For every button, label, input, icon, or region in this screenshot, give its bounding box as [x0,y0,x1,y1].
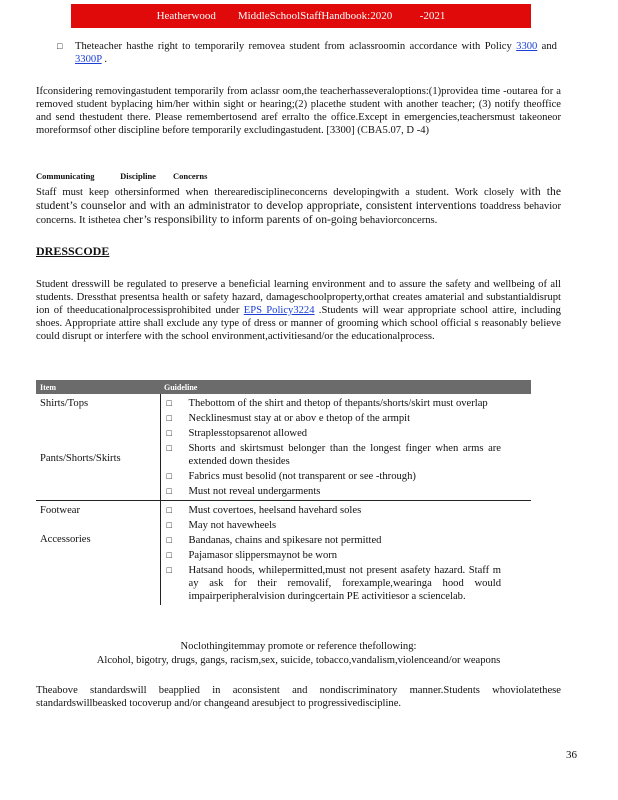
prohibited-references-intro: Noclothingitemmay promote or reference thefollowing: [180,641,417,652]
list-item: □ Bandanas, chains and spikesare not permitted [166,535,382,546]
page-number: 36 [566,749,577,761]
column-header-guideline: Guideline [160,380,531,394]
bullet-box-icon: □ [166,550,172,560]
removal-options-paragraph: Ifconsidering removingastudent temporarily from aclassr oom,the teacherhasseveraloptions:(1)providea time -outarea for a removed student byplacing him/her within sight or hearing;(2) placethe student with another teacher; (3) notify theoffice and send thestudent there. Please remembertosend aref erralto the office.Except in emergencies,teachersmust takeoneor moreformsof other discipline before temporarily excludingastudent. [3300] (CBA5.07, D -4) [36,86,561,136]
list-item: □ Shorts and skirtsmust belonger than the longest finger when arms are extended down thesides [166,443,501,467]
table-row [36,501,531,606]
removal-policy-text: Theteacher hasthe right to temporarily removea student from aclassroomin accordance with Policy 3300 and 3300P . [75,41,557,65]
dress-code-title: DRESSCODE [36,244,110,258]
list-item: □ Fabrics must besolid (not transparent or see -through) [166,471,416,482]
policy-3300-link[interactable]: 3300 [516,41,538,52]
communicating-discipline-heading: Communicating Discipline Concerns [36,171,208,181]
bullet-box-icon: □ [166,413,172,423]
bullet-box-icon: □ [166,505,172,515]
dress-code-paragraph: Student dresswill be regulated to preserve a beneficial learning environment and to assure the safety and wellbeing of all students. Dressthat presentsa health or safety hazard, damageschoolproperty,orthat creates amaterial and substantialdisrupt ion of theeducationalprocessisprohibited under EPS Policy3224 .Students will wear appropriate school attire, including shoes. Appropriate attire shall exclude any type of dress or manner of grooming which school official s reasonably believe could disrupt or interfere with the school environment,activitiesand/or the educationalprocess. [36,279,561,342]
list-item: □ Must covertoes, heelsand havehard soles [166,505,362,516]
bullet-box-icon: □ [166,471,172,481]
guideline-list [161,504,532,603]
list-item: □ Pajamasor slippersmaynot be worn [166,550,338,561]
list-item: □ May not havewheels [166,520,277,531]
bullet-box-icon: □ [166,535,172,545]
category-cell [36,394,160,501]
eps-policy-3224-link[interactable]: EPS Policy3224 [243,305,315,316]
dress-code-table [36,380,531,605]
bullet-box-icon: □ [166,565,172,575]
header-school: Heatherwood [156,10,216,22]
list-item: □ Straplesstopsarenot allowed [166,428,308,439]
guideline-list [161,397,532,498]
category-cell [36,501,160,606]
category-footwear: Footwear [40,505,81,516]
guideline-cell [160,394,531,501]
bullet-box-icon: □ [166,443,172,453]
list-item: □ Hatsand hoods, whilepermitted,must not present asafety hazard. Staff m ay ask for their removalif, forexample,wearinga hood would impairperipheralvision duringcertain PE activitiesor a sciencelab. [166,565,501,602]
bullet-box-icon: □ [166,486,172,496]
handbook-header-bar [71,4,531,28]
category-shirts-tops: Shirts/Tops [40,398,89,409]
bullet-box-icon: □ [166,428,172,438]
column-header-item: Item [36,380,160,394]
communicating-paragraph: Staff must keep othersinformed when therearedisciplineconcerns developingwith a student. Work closely with the student’s counselor and with an administrator to develop appropriate, consistent interventions toaddress behavior concerns. It isthetea cher’s responsibility to inform parents of on-going behaviorconcerns. [36,185,561,226]
policy-3300p-link[interactable]: 3300P [75,54,102,65]
table-row [36,394,531,501]
table-header-row [36,380,531,394]
list-item: □ Thebottom of the shirt and thetop of thepants/shorts/skirt must overlap [166,398,488,409]
bullet-box-icon: □ [166,520,172,530]
list-item: □ Necklinesmust stay at or abov e thetop of the armpit [166,413,411,424]
enforcement-paragraph: Theabove standardswill beapplied in aconsistent and nondiscriminatory manner.Students whoviolatethese standardswillbeasked tocoverup and/or changeand aresubject to progressivediscipline. [36,685,561,709]
header-year: -2021 [419,10,446,22]
category-pants-shorts-skirts: Pants/Shorts/Skirts [40,453,121,464]
bullet-box-icon: □ [57,41,63,51]
prohibited-references-list: Alcohol, bigotry, drugs, gangs, racism,sex, suicide, tobacco,vandalism,violenceand/or weapons [96,655,501,666]
category-accessories: Accessories [40,534,91,545]
header-title: MiddleSchoolStaffHandbook:2020 [237,10,393,22]
bullet-box-icon: □ [166,398,172,408]
guideline-cell [160,501,531,606]
list-item: □ Must not reveal undergarments [166,486,321,497]
